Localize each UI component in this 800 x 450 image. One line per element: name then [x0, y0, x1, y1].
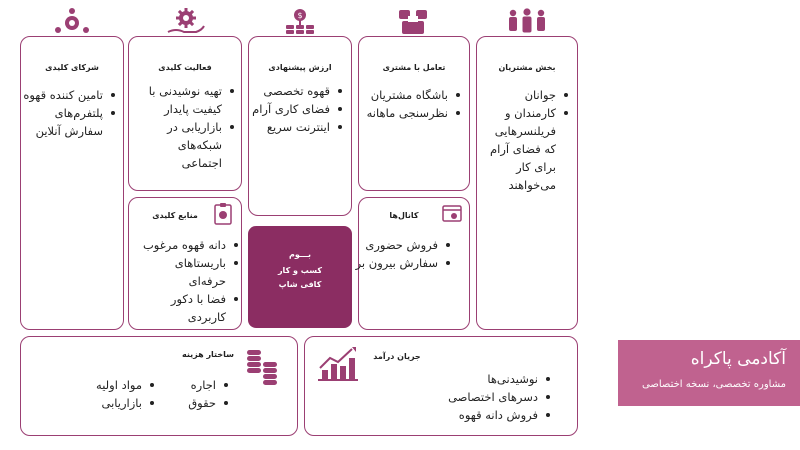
people-group-icon: [504, 8, 550, 36]
cost-structure-list-2: [84, 376, 154, 412]
center-line-2: کسب و کار: [277, 266, 323, 275]
brand-name: آکادمی پاکراه: [690, 349, 786, 369]
list-item: مواد اولیه: [84, 376, 154, 394]
channels-title: کانال‌ها: [389, 211, 419, 220]
list-item: کارمندان و فریلنسرهایی که فضای آرام برای کار می‌خواهند: [480, 104, 568, 194]
svg-text:$: $: [297, 11, 303, 20]
brand-subtitle: مشاوره تخصصی، نسخه اختصاصی: [642, 379, 786, 390]
list-item: فضا با دکور کاربردی: [136, 290, 238, 326]
revenue-streams-list: [430, 370, 550, 424]
list-item: فروش دانه قهوه: [430, 406, 550, 424]
list-item: اجاره: [158, 376, 228, 394]
money-plant-icon: [281, 8, 319, 38]
cost-structure-list-1: [158, 376, 228, 412]
key-resources-list: [136, 236, 238, 326]
clipboard-check-icon: [213, 202, 233, 226]
key-partners-list: [23, 86, 115, 140]
key-partners-box: [20, 36, 124, 330]
customer-relationships-list: [360, 86, 460, 122]
list-item: بازاریابی در شبکه‌های اجتماعی: [136, 118, 234, 172]
value-propositions-list: [252, 82, 342, 136]
list-item: اینترنت سریع: [252, 118, 342, 136]
list-item: دانه قهوه مرغوب: [136, 236, 238, 254]
key-resources-title: منابع کلیدی: [152, 211, 198, 220]
list-item: باشگاه مشتریان: [360, 86, 460, 104]
customer-relationships-title: تعامل با مشتری: [382, 63, 446, 72]
revenue-streams-title: جریان درآمد: [373, 352, 421, 361]
list-item: فضای کاری آرام: [252, 100, 342, 118]
list-item: نظرسنجی ماهانه: [360, 104, 460, 122]
key-activities-title: فعالیت کلیدی: [158, 63, 212, 72]
list-item: باریستاهای حرفه‌ای: [136, 254, 238, 290]
list-item: تامین کننده قهوه: [23, 86, 115, 104]
key-partners-title: شرکای کلیدی: [45, 63, 99, 72]
center-line-3: کافی شاپ: [278, 280, 322, 289]
browser-gear-icon: [442, 204, 462, 224]
customer-segments-list: [480, 86, 568, 194]
list-item: قهوه تخصصی: [252, 82, 342, 100]
center-line-1: بـــوم: [288, 250, 312, 259]
brand-panel: [618, 340, 800, 406]
list-item: حقوق: [158, 394, 228, 412]
customer-segments-title: بخش مشتریان: [498, 63, 556, 72]
gear-hand-icon: [166, 8, 206, 38]
key-activities-list: [136, 82, 234, 172]
list-item: بازاریابی: [84, 394, 154, 412]
list-item: دسرهای اختصاصی: [430, 388, 550, 406]
network-gear-icon: [53, 8, 91, 38]
handshake-icon: [396, 8, 430, 36]
growth-chart-icon: [316, 346, 360, 382]
canvas-center-title: [248, 226, 352, 328]
list-item: تهیه نوشیدنی با کیفیت پایدار: [136, 82, 234, 118]
list-item: جوانان: [480, 86, 568, 104]
coin-stacks-icon: [245, 346, 279, 386]
value-propositions-title: ارزش پیشنهادی: [268, 63, 332, 72]
list-item: سفارش بیرون بر: [354, 254, 450, 272]
channels-list: [354, 236, 450, 272]
cost-structure-title: ساختار هزینه: [182, 350, 234, 359]
list-item: پلتفرم‌های سفارش آنلاین: [23, 104, 115, 140]
list-item: فروش حضوری: [354, 236, 450, 254]
list-item: نوشیدنی‌ها: [430, 370, 550, 388]
